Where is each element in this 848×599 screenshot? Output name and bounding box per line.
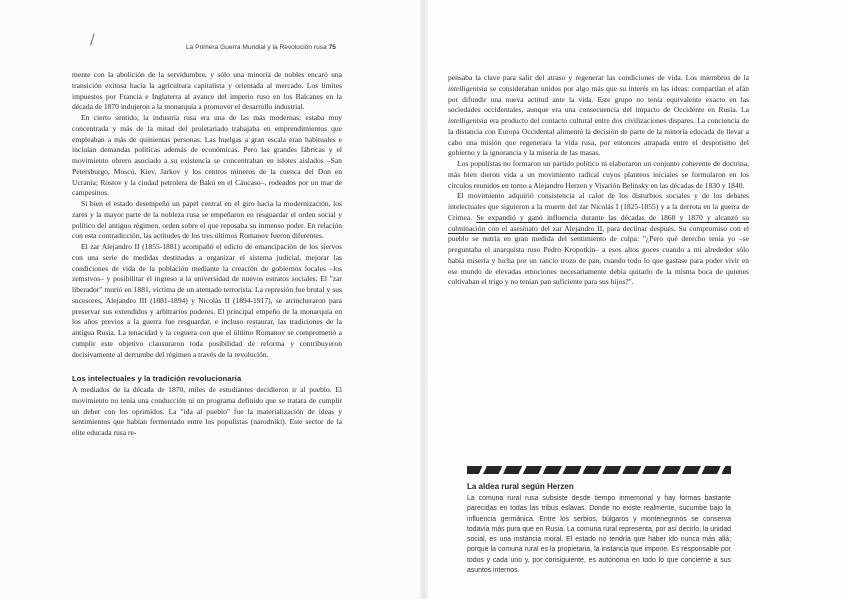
italic-term: intelligentsia xyxy=(448,116,488,125)
text-run: El movimiento adquirió consistencia al calor de los disturbios sociales y de los debates intelectuales que siguieron a la muerte del zar Nicolás I (1825-1855) y a la derrota en la guerra de Crimea. xyxy=(448,191,749,222)
paragraph: A mediados de la década de 1870, miles de estudiantes decidieron ir al pueblo. El movimiento no tenía una conducción ni un programa definido que se tratara de cumplir un deber con los oprimidos. La "ida al pueblo" fue la materialización de ideas y sentimientos que habían fermentado entre los populistas (narodniki). Este sector de la elite educada rusa re- xyxy=(72,385,342,437)
section-heading: Los intelectuales y la tradición revolucionaria xyxy=(72,374,242,384)
italic-term: intelligentsia xyxy=(448,83,488,93)
book-gutter xyxy=(420,0,428,599)
sidebar-box xyxy=(467,482,731,576)
running-head-title: La Primera Guerra Mundial y la Revolución rusa xyxy=(186,44,327,51)
pen-mark: / xyxy=(90,32,95,48)
paragraph: Los populistas no formaron un partido político ni elaboraron un conjunto coherente de doctrina, más bien dieron vida a un movimiento radical cuyos planteos iniciales se formularon en los círculos reunidos en torno a Alejandro Herzen y Visarión Belinsky en las décadas de 1830 y 1840. xyxy=(448,159,749,190)
running-head xyxy=(186,44,346,51)
box-title: La aldea rural según Herzen xyxy=(467,482,574,491)
box-text: La comuna rural rusa subsiste desde tiempo inmemorial y hay formas bastante parecidas en todas las tribus eslavas. Donde no existe realmente, sucumbe bajo la influencia germánica. Entre los serbios, búlgaros y montenegrinos se conserva todavía más pura que en Rusia. La comuna rural representa, por así decirlo, la unidad social, es una instancia moral. El estado no tendría que haber ido nunca más allá; porque la comuna rural es la propietaria, la instancia que impone. Es responsable por todos y cada uno y, por consiguiente, es autónoma en todo lo que concierne a sus asuntos internos. xyxy=(467,495,731,575)
paragraph: El zar Alejandro II (1855-1881) acompañó el edicto de emancipación de los siervos con una serie de medidas destinadas a organizar el sistema judicial, mejorar las condiciones de vida de la población mediante la creación de gobiernos locales –los zemstvos– y posibilitar el ingreso a la universidad de nuevos estratos sociales. El "zar liberador" murió en 1881, víctima de un atentado terrorista. La represión fue brutal y sus sucesores, Alejandro III (1881-1894) y Nicolás II (1894-1917), se atrincheraron para preservar sus extendidos y arbitrarios poderes. El principal empeño de la monarquía en los años previos a la guerra fue resguardar, e incluso restaurar, las tradiciones de la antigua Rusia. La tenacidad y la ceguera con que el último Romanov se comprometió a cumplir este objetivo clausuraron toda posibilidad de reforma y contribuyeron decisivamente al derrumbe del régimen a través de la revolución. xyxy=(72,242,342,359)
paragraph: mente con la abolición de la servidumbre, y sólo una minoría de nobles encaró una transición exitosa hacia la agricultura capitalista y orientada al mercado. Los límites impuestos por Francia e Inglaterra al avance del imperio ruso en los Balcanes en la década de 1870 indujeron a la monarquía a promover el desarrollo industrial. xyxy=(72,70,342,112)
paragraph: Si bien el estado desempeñó un papel central en el giro hacia la modernización, los zares y la mayor parte de la nobleza rusa se empeñaron en resguardar el orden social y político del antiguo régimen, orden sobre el que reposaba su inmenso poder. En relación con esta contradicción, las actitudes de los tres últimos Romanov fueron diferentes. xyxy=(72,199,342,241)
box-stripe-divider xyxy=(467,466,731,474)
paragraph xyxy=(448,73,749,159)
text-run: se consideraban unidos por algo más que su interés en las ideas: compartían el afán por difundir una nueva actitud ante la vida. Este grupo no tenía equivalente exacto en las sociedades occidentales, aunque era una consecuencia del impacto de Occidente en Rusia. La xyxy=(448,83,749,115)
right-column xyxy=(448,73,749,288)
text-run: era producto del contacto cultural entre dos civilizaciones dispares. La conciencia de la distancia con Europa Occidental alimentó la decisión de parte de la minoría educada de llevar a cabo una misión que regenerara la vida rusa, por entonces atrapada entre el despotismo del gobierno y la ignorancia y la miseria de las masas. xyxy=(448,116,749,158)
left-column xyxy=(72,70,342,439)
paragraph: En cierto sentido, la industria rusa era una de las más modernas: estaba muy concentrada y más de la mitad del proletariado trabajaba en emprendimientos que empleaban a más de quinientas personas. Las huelgas a gran escala eran habituales e incluían demandas políticas además de económicas. Pero las grandes fábricas y el movimiento obrero asociado a su existencia se concentraban en islotes aislados –San Petersburgo, Moscú, Kiev, Jarkov y los centros mineros de la cuenca del Don en Ucrania; Rostov y la ciudad petrolera de Bakú en el Cáucaso–, rodeados por un mar de campesinos. xyxy=(72,113,342,198)
underlined-text: Se expandió y ganó influencia durante las décadas de 1860 y 1870 y alcanzó su culminación con el asesinato del zar Alejandro II xyxy=(448,212,749,233)
page-number: 75 xyxy=(328,44,336,51)
text-run: , para declinar después. Su compromiso con el pueblo se nutría en gran medida del sentimiento de culpa: "¿Pero qué derecho tenía yo –se preguntaba el anarquista ruso Pedro Kropotkin– a esos altos goces cuando a mi alrededor sólo había miseria y lucha por un rancio trozo de pan, cuando todo lo que gastase para poder vivir en ese mundo de elevadas emociones necesariamente debía quitarlo de la misma boca de quienes cultivaban el trigo y no tenían pan suficiente para sus hijos?". xyxy=(448,223,749,287)
text-run: pensaba la clave para salir del atraso y regenerar las condiciones de vida. Los miembros de la xyxy=(448,73,749,82)
paragraph xyxy=(448,191,749,288)
